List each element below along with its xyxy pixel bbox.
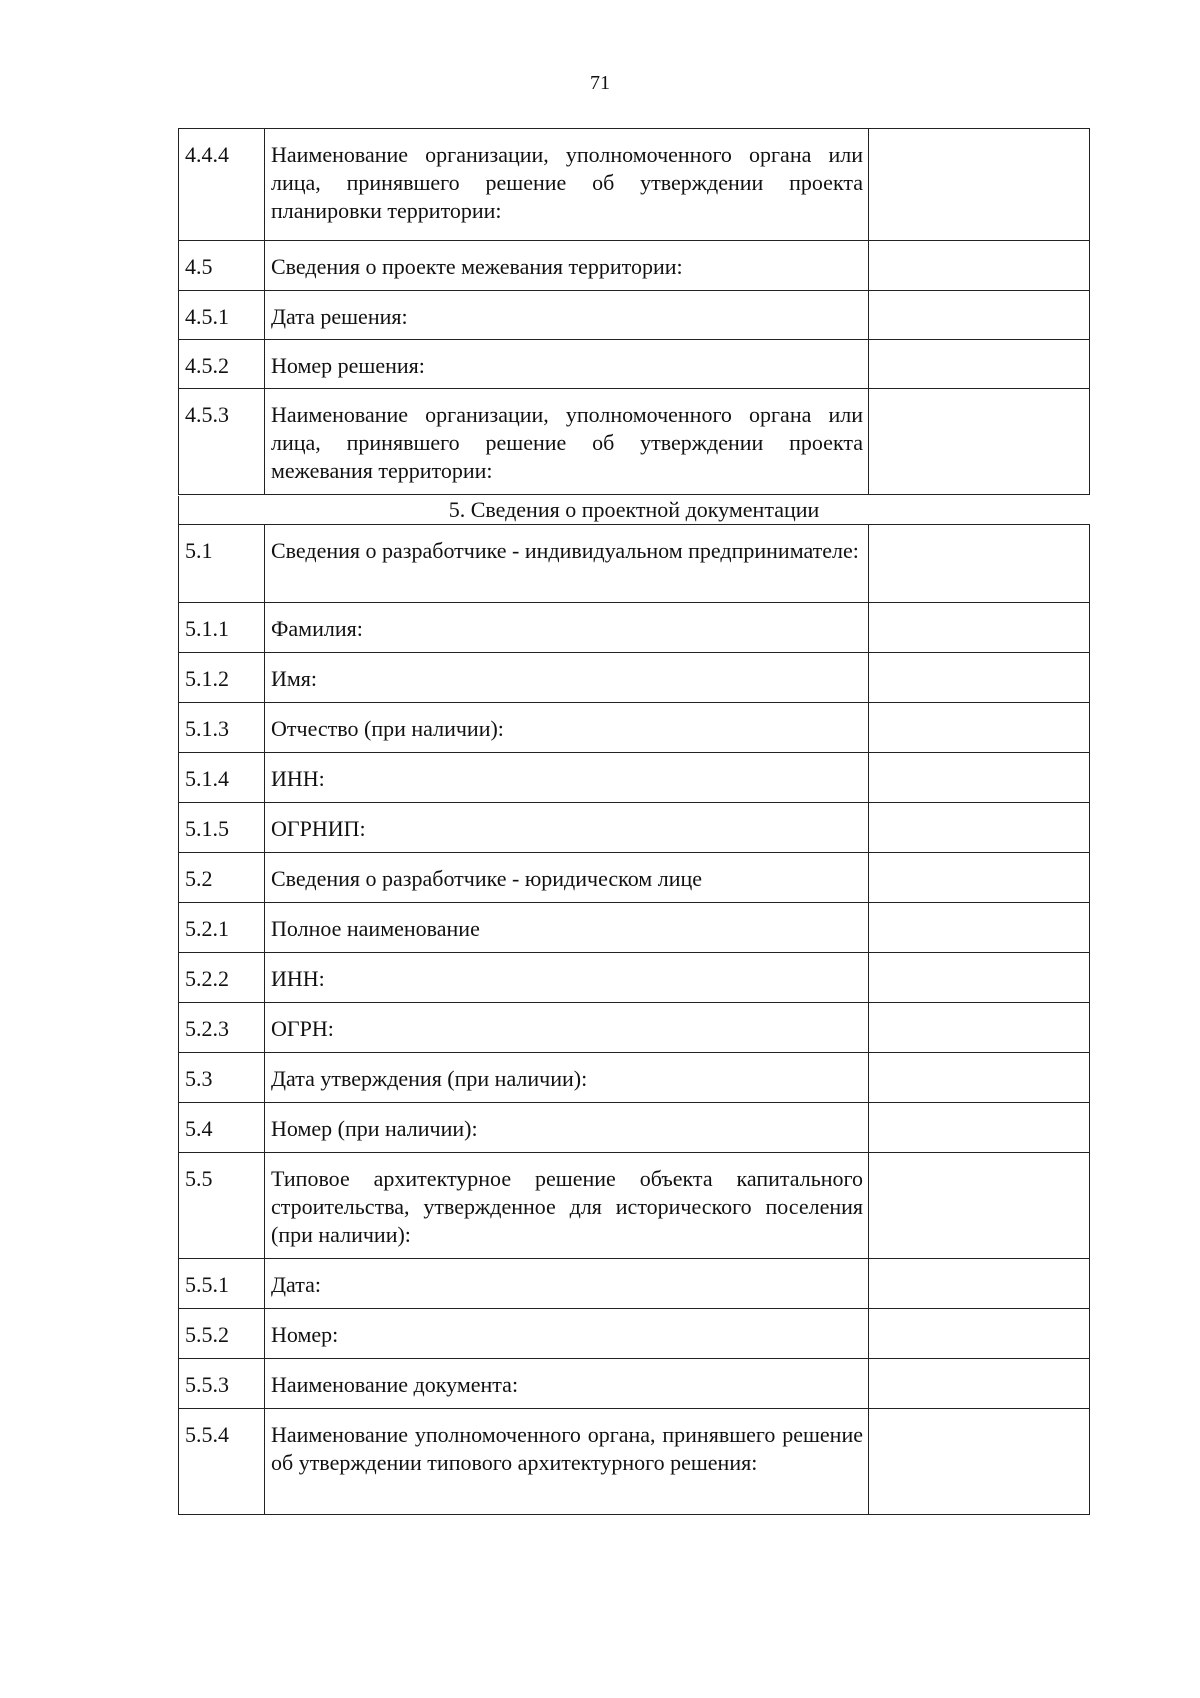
value-cell[interactable] xyxy=(869,953,1090,1003)
value-cell[interactable] xyxy=(869,1359,1090,1409)
row-number: 5.1.5 xyxy=(179,803,265,853)
row-number: 5.5.1 xyxy=(179,1259,265,1309)
row-number: 5.5.3 xyxy=(179,1359,265,1409)
page-number: 71 xyxy=(590,72,610,94)
value-cell[interactable] xyxy=(869,241,1090,291)
table-row xyxy=(179,903,1090,953)
value-cell[interactable] xyxy=(869,903,1090,953)
row-number: 5.2.2 xyxy=(179,953,265,1003)
row-description: Полное наименование xyxy=(265,903,869,953)
row-number: 5.1 xyxy=(179,525,265,603)
value-cell[interactable] xyxy=(869,703,1090,753)
row-number: 5.1.3 xyxy=(179,703,265,753)
row-description: Наименование документа: xyxy=(265,1359,869,1409)
project-documentation-table xyxy=(178,524,1090,1515)
value-cell[interactable] xyxy=(869,1259,1090,1309)
value-cell[interactable] xyxy=(869,753,1090,803)
table-row xyxy=(179,1259,1090,1309)
table-row xyxy=(179,525,1090,603)
table-row xyxy=(179,1409,1090,1515)
row-description: Типовое архитектурное решение объекта капитального строительства, утвержденное для исторического поселения (при наличии): xyxy=(265,1153,869,1259)
table-row xyxy=(179,1359,1090,1409)
table-row xyxy=(179,603,1090,653)
row-description: ОГРНИП: xyxy=(265,803,869,853)
row-number: 5.3 xyxy=(179,1053,265,1103)
row-description: Номер (при наличии): xyxy=(265,1103,869,1153)
table-row xyxy=(179,1153,1090,1259)
value-cell[interactable] xyxy=(869,340,1090,389)
row-number: 5.4 xyxy=(179,1103,265,1153)
table-row xyxy=(179,703,1090,753)
row-description: Дата утверждения (при наличии): xyxy=(265,1053,869,1103)
row-number: 4.5 xyxy=(179,241,265,291)
row-number: 4.5.3 xyxy=(179,389,265,495)
table-row xyxy=(179,340,1090,389)
table-row xyxy=(179,129,1090,241)
row-number: 5.1.4 xyxy=(179,753,265,803)
row-number: 5.5 xyxy=(179,1153,265,1259)
value-cell[interactable] xyxy=(869,1309,1090,1359)
table-row xyxy=(179,1309,1090,1359)
value-cell[interactable] xyxy=(869,389,1090,495)
table-row xyxy=(179,803,1090,853)
row-description: Наименование организации, уполномоченного органа или лица, принявшего решение об утверждении проекта межевания территории: xyxy=(265,389,869,495)
row-description: Дата: xyxy=(265,1259,869,1309)
value-cell[interactable] xyxy=(869,291,1090,340)
row-description: Фамилия: xyxy=(265,603,869,653)
territory-planning-table xyxy=(178,128,1090,495)
value-cell[interactable] xyxy=(869,1003,1090,1053)
table-row xyxy=(179,389,1090,495)
row-description: Дата решения: xyxy=(265,291,869,340)
row-description: Сведения о разработчике - юридическом лице xyxy=(265,853,869,903)
table-row xyxy=(179,1053,1090,1103)
row-number: 4.5.2 xyxy=(179,340,265,389)
value-cell[interactable] xyxy=(869,525,1090,603)
table-row xyxy=(179,1103,1090,1153)
row-number: 5.1.1 xyxy=(179,603,265,653)
value-cell[interactable] xyxy=(869,1053,1090,1103)
value-cell[interactable] xyxy=(869,1103,1090,1153)
value-cell[interactable] xyxy=(869,1409,1090,1515)
value-cell[interactable] xyxy=(869,803,1090,853)
table-row xyxy=(179,753,1090,803)
row-description: Номер: xyxy=(265,1309,869,1359)
value-cell[interactable] xyxy=(869,653,1090,703)
row-description: ОГРН: xyxy=(265,1003,869,1053)
row-description: Отчество (при наличии): xyxy=(265,703,869,753)
row-number: 5.2.1 xyxy=(179,903,265,953)
table-row xyxy=(179,953,1090,1003)
row-description: Сведения о разработчике - индивидуальном предпринимателе: xyxy=(265,525,869,603)
table-row xyxy=(179,853,1090,903)
row-description: Наименование организации, уполномоченного органа или лица, принявшего решение об утверждении проекта планировки территории: xyxy=(265,129,869,241)
table-row xyxy=(179,653,1090,703)
row-number: 5.2 xyxy=(179,853,265,903)
table-row xyxy=(179,291,1090,340)
value-cell[interactable] xyxy=(869,853,1090,903)
table-row xyxy=(179,241,1090,291)
row-description: Сведения о проекте межевания территории: xyxy=(265,241,869,291)
row-number: 5.1.2 xyxy=(179,653,265,703)
row-description: Номер решения: xyxy=(265,340,869,389)
row-number: 5.2.3 xyxy=(179,1003,265,1053)
row-number: 4.4.4 xyxy=(179,129,265,241)
section-heading: 5. Сведения о проектной документации xyxy=(178,496,1089,524)
value-cell[interactable] xyxy=(869,603,1090,653)
row-number: 5.5.4 xyxy=(179,1409,265,1515)
row-description: ИНН: xyxy=(265,953,869,1003)
row-number: 4.5.1 xyxy=(179,291,265,340)
row-description: Имя: xyxy=(265,653,869,703)
value-cell[interactable] xyxy=(869,1153,1090,1259)
value-cell[interactable] xyxy=(869,129,1090,241)
table-row xyxy=(179,1003,1090,1053)
row-description: ИНН: xyxy=(265,753,869,803)
row-description: Наименование уполномоченного органа, принявшего решение об утверждении типового архитектурного решения: xyxy=(265,1409,869,1515)
row-number: 5.5.2 xyxy=(179,1309,265,1359)
